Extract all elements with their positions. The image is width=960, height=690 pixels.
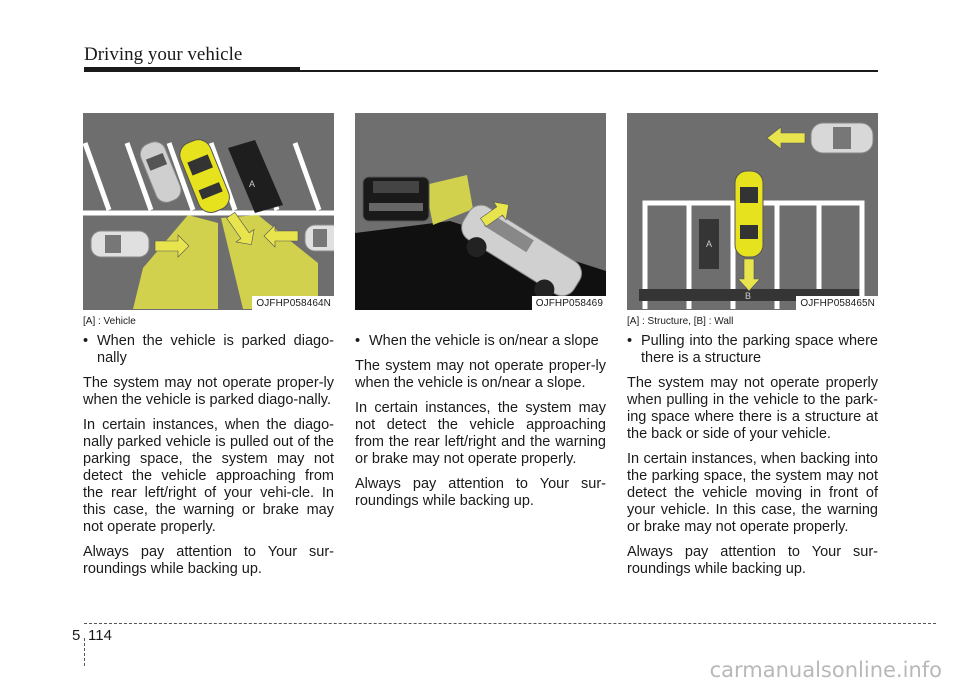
column-slope: [355, 316, 606, 518]
footer-divider: [84, 623, 936, 624]
paragraph: Always pay attention to Your sur-roundings while backing up.: [83, 544, 334, 577]
bullet-item: [627, 333, 878, 367]
bullet-text: When the vehicle is parked diago-nally: [97, 333, 334, 366]
page-number: 114: [88, 627, 112, 644]
figure-caption: [A] : Structure, [B] : Wall: [627, 316, 734, 327]
header-title: Driving your vehicle: [84, 44, 243, 65]
paragraph: In certain instances, when backing into the parking space, the system may not detect the vehicle moving in front of your vehicle. In this case, the warning or brake may not operate properly.: [627, 451, 878, 535]
figure-caption: [A] : Vehicle: [83, 316, 136, 327]
figure-caption: [355, 316, 606, 327]
figure-code: OJFHP058469: [532, 296, 606, 310]
figure-structure: [627, 113, 878, 310]
footer-vertical-divider: [84, 638, 85, 666]
paragraph: Always pay attention to Your sur-roundings while backing up.: [355, 476, 606, 509]
label-a: A: [249, 179, 256, 189]
bullet-dot-icon: •: [355, 333, 361, 349]
figure-diagonal-parking: [83, 113, 334, 310]
header-rule-thin: [300, 70, 878, 72]
section-number: 5: [72, 627, 81, 644]
column-structure: [627, 316, 878, 586]
label-a: A: [706, 239, 713, 249]
paragraph: The system may not operate properly when pulling in the vehicle to the park-ing space where there is a structure at the back or side of your vehicle.: [627, 375, 878, 442]
figure-code: OJFHP058465N: [796, 296, 878, 310]
bullet-text: Pulling into the parking space where there is a structure: [641, 333, 878, 366]
bullet-dot-icon: •: [83, 333, 89, 349]
slope-illustration: [355, 113, 606, 310]
bullet-item: [355, 333, 606, 350]
bullet-text: When the vehicle is on/near a slope: [369, 333, 599, 349]
paragraph: The system may not operate proper-ly when the vehicle is parked diago-nally.: [83, 375, 334, 408]
figure-slope: [355, 113, 606, 310]
paragraph: In certain instances, when the diago-nally parked vehicle is pulled out of the parking space, the system may not detect the vehicle approaching from the rear left/right of your vehi-cle. In this case, the warning or brake may not operate properly.: [83, 417, 334, 535]
watermark: carmanualsonline.info: [709, 658, 942, 682]
paragraph: In certain instances, the system may not detect the vehicle approaching from the rear left/right and the warning or brake may not operate properly.: [355, 400, 606, 467]
header-rule: [84, 67, 300, 72]
paragraph: The system may not operate proper-ly when the vehicle is on/near a slope.: [355, 358, 606, 391]
paragraph: Always pay attention to Your sur-roundings while backing up.: [627, 544, 878, 577]
column-diagonal: [83, 316, 334, 586]
diagonal-parking-illustration: [83, 113, 334, 310]
label-b: B: [745, 291, 752, 301]
bullet-item: [83, 333, 334, 367]
structure-illustration: [627, 113, 878, 310]
figure-code: OJFHP058464N: [252, 296, 334, 310]
bullet-dot-icon: •: [627, 333, 633, 349]
